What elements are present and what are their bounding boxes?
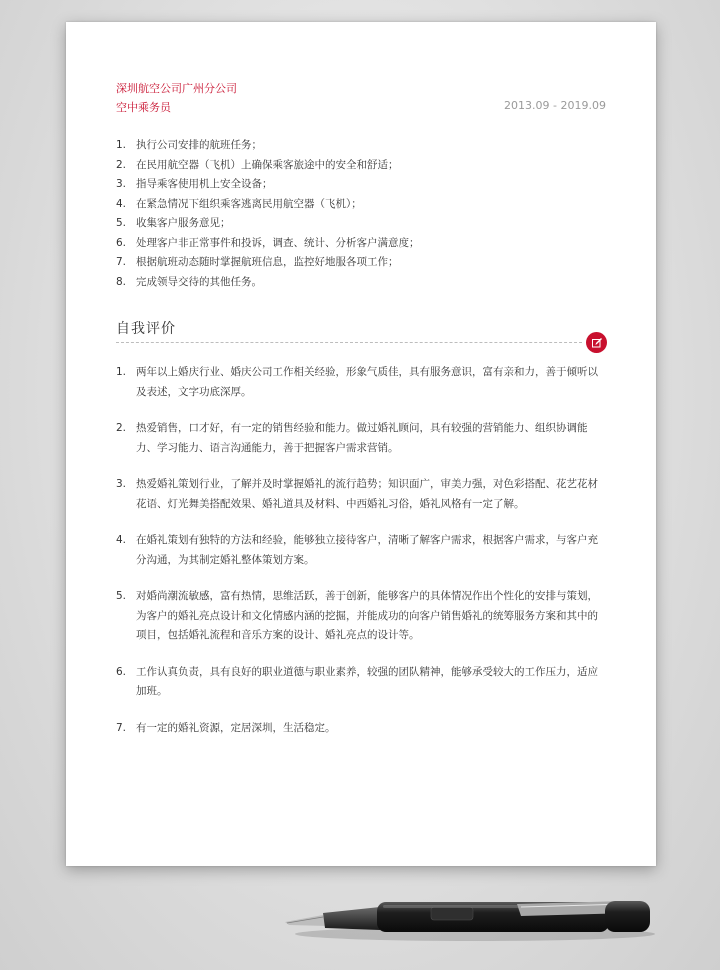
list-item: 1. 两年以上婚庆行业、婚庆公司工作相关经验，形象气质佳，具有服务意识，富有亲和力，善于倾听以及表述，文字功底深厚。 <box>116 366 598 398</box>
pencil-edit-icon[interactable] <box>586 332 607 353</box>
list-item: 3. 热爱婚礼策划行业，了解并及时掌握婚礼的流行趋势；知识面广，审美力强，对色彩搭配、花艺花材花语、灯光舞美搭配效果、婚礼道具及材料、中西婚礼习俗，婚礼风格有一定了解。 <box>116 478 598 510</box>
list-item: 4. 在婚礼策划有独特的方法和经验，能够独立接待客户，清晰了解客户需求，根据客户需求，与客户充分沟通，为其制定婚礼整体策划方案。 <box>116 534 598 566</box>
list-item: 8. 完成领导交待的其他任务。 <box>116 275 262 288</box>
company-name: 深圳航空公司广州分公司 <box>116 82 237 95</box>
list-item: 6. 工作认真负责，具有良好的职业道德与职业素养，较强的团队精神，能够承受较大的工作压力，适应加班。 <box>116 665 598 697</box>
section-title-self-evaluation: 自我评价 <box>116 321 176 337</box>
list-item: 7. 根据航班动态随时掌握航班信息，监控好地服各项工作； <box>116 256 399 268</box>
fountain-pen-icon <box>285 880 660 950</box>
list-item: 4. 在紧急情况下组织乘客逃离民用航空器（飞机）； <box>116 197 362 210</box>
list-item: 3. 指导乘客使用机上安全设备； <box>116 178 273 190</box>
list-item: 2. 在民用航空器（飞机）上确保乘客旅途中的安全和舒适； <box>116 158 399 171</box>
pencil-edit-icon <box>591 337 603 349</box>
list-item: 5. 对婚尚潮流敏感，富有热情，思维活跃，善于创新，能够客户的具体情况作出个性化的安排与策划，为客户的婚礼亮点设计和文化情感内涵的挖掘，并能成功的向客户销售婚礼的统筹服务方案和其中的项目，包括婚礼流程和音乐方案的设计、婚礼亮点的设计等。 <box>116 590 598 641</box>
section-divider <box>116 342 582 343</box>
employment-date: 2013.09 - 2019.09 <box>504 99 606 112</box>
job-position: 空中乘务员 <box>116 101 171 114</box>
duty-list <box>116 136 606 292</box>
list-item: 2. 热爱销售，口才好，有一定的销售经验和能力。做过婚礼顾问，具有较强的营销能力、组织协调能力、学习能力、语言沟通能力，善于把握客户需求营销。 <box>116 422 588 454</box>
list-item: 7. 有一定的婚礼资源，定居深圳，生活稳定。 <box>116 721 336 734</box>
list-item: 1. 执行公司安排的航班任务； <box>116 139 262 151</box>
resume-page <box>66 22 656 866</box>
self-evaluation-list <box>116 363 606 755</box>
list-item: 6. 处理客户非正常事件和投诉，调查、统计、分析客户满意度； <box>116 236 420 249</box>
list-item: 5. 收集客户服务意见； <box>116 217 231 229</box>
